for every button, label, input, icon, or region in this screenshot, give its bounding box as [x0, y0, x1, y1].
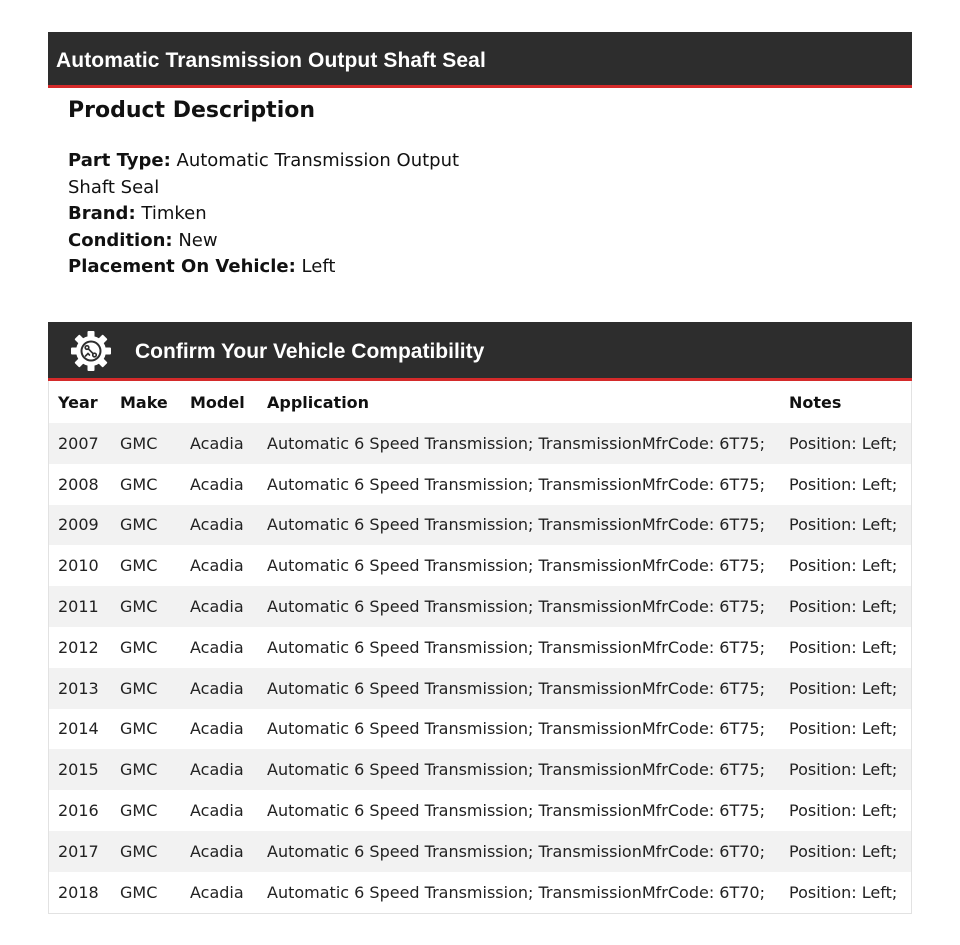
spec-label: Placement On Vehicle:: [68, 256, 296, 277]
cell-make: GMC: [120, 760, 158, 780]
cell-notes: Position: Left;: [789, 474, 898, 494]
cell-notes: Position: Left;: [789, 637, 898, 657]
cell-application: Automatic 6 Speed Transmission; TransmissionMfrCode: 6T75;: [267, 515, 765, 535]
compatibility-table: [49, 381, 911, 913]
product-title-bar: [48, 32, 912, 88]
cell-make: GMC: [120, 556, 158, 576]
cell-model: Acadia: [190, 433, 244, 453]
description-heading: Product Description: [68, 98, 316, 123]
spec-part-type: [68, 148, 488, 201]
cell-notes: Position: Left;: [789, 719, 898, 739]
gear-icon: [69, 329, 113, 373]
spec-value: Timken: [141, 203, 207, 224]
cell-year: 2012: [58, 637, 99, 657]
cell-application: Automatic 6 Speed Transmission; TransmissionMfrCode: 6T75;: [267, 556, 765, 576]
cell-application: Automatic 6 Speed Transmission; TransmissionMfrCode: 6T70;: [267, 841, 765, 861]
spec-value: Left: [301, 256, 336, 277]
cell-model: Acadia: [190, 515, 244, 535]
cell-application: Automatic 6 Speed Transmission; TransmissionMfrCode: 6T75;: [267, 474, 765, 494]
cell-application: Automatic 6 Speed Transmission; TransmissionMfrCode: 6T75;: [267, 597, 765, 617]
table-row: [49, 872, 911, 913]
table-row: [49, 668, 911, 709]
cell-year: 2008: [58, 474, 99, 494]
cell-application: Automatic 6 Speed Transmission; TransmissionMfrCode: 6T70;: [267, 882, 765, 902]
spec-label: Brand:: [68, 203, 136, 224]
column-header-make: Make: [120, 392, 168, 412]
cell-application: Automatic 6 Speed Transmission; TransmissionMfrCode: 6T75;: [267, 760, 765, 780]
compatibility-header-bar: [48, 322, 912, 381]
cell-year: 2015: [58, 760, 99, 780]
cell-make: GMC: [120, 882, 158, 902]
cell-make: GMC: [120, 515, 158, 535]
cell-notes: Position: Left;: [789, 556, 898, 576]
cell-year: 2009: [58, 515, 99, 535]
spec-list: [68, 148, 488, 281]
table-row: [49, 545, 911, 586]
cell-year: 2018: [58, 882, 99, 902]
cell-model: Acadia: [190, 637, 244, 657]
cell-application: Automatic 6 Speed Transmission; TransmissionMfrCode: 6T75;: [267, 719, 765, 739]
product-description: [68, 96, 488, 281]
cell-model: Acadia: [190, 719, 244, 739]
cell-notes: Position: Left;: [789, 841, 898, 861]
cell-notes: Position: Left;: [789, 760, 898, 780]
table-row: [49, 505, 911, 546]
cell-year: 2016: [58, 801, 99, 821]
cell-make: GMC: [120, 719, 158, 739]
cell-model: Acadia: [190, 882, 244, 902]
table-row: [49, 790, 911, 831]
table-row: [49, 627, 911, 668]
table-row: [49, 831, 911, 872]
compatibility-title: Confirm Your Vehicle Compatibility: [135, 339, 485, 363]
cell-model: Acadia: [190, 841, 244, 861]
compatibility-table-container: [48, 381, 912, 914]
product-title: Automatic Transmission Output Shaft Seal: [56, 48, 486, 72]
cell-notes: Position: Left;: [789, 433, 898, 453]
cell-model: Acadia: [190, 597, 244, 617]
cell-make: GMC: [120, 841, 158, 861]
column-header-year: Year: [58, 392, 98, 412]
spec-condition: [68, 228, 488, 255]
column-header-model: Model: [190, 392, 245, 412]
spec-value: Automatic Transmission Output Shaft Seal: [68, 150, 460, 198]
column-header-application: Application: [267, 392, 370, 412]
spec-brand: [68, 201, 488, 228]
cell-make: GMC: [120, 801, 158, 821]
cell-year: 2013: [58, 678, 99, 698]
cell-application: Automatic 6 Speed Transmission; TransmissionMfrCode: 6T75;: [267, 637, 765, 657]
table-row: [49, 709, 911, 750]
cell-year: 2014: [58, 719, 99, 739]
cell-application: Automatic 6 Speed Transmission; TransmissionMfrCode: 6T75;: [267, 678, 765, 698]
spec-placement: [68, 254, 488, 281]
cell-year: 2017: [58, 841, 99, 861]
cell-year: 2011: [58, 597, 99, 617]
cell-model: Acadia: [190, 474, 244, 494]
cell-notes: Position: Left;: [789, 882, 898, 902]
cell-notes: Position: Left;: [789, 515, 898, 535]
spec-value: New: [178, 229, 218, 251]
table-header-row: [49, 381, 911, 423]
cell-make: GMC: [120, 637, 158, 657]
cell-application: Automatic 6 Speed Transmission; TransmissionMfrCode: 6T75;: [267, 801, 765, 821]
cell-year: 2007: [58, 433, 99, 453]
cell-notes: Position: Left;: [789, 597, 898, 617]
spec-label: Condition:: [68, 229, 173, 251]
cell-model: Acadia: [190, 678, 244, 698]
cell-make: GMC: [120, 678, 158, 698]
table-row: [49, 423, 911, 464]
cell-notes: Position: Left;: [789, 801, 898, 821]
cell-make: GMC: [120, 597, 158, 617]
cell-model: Acadia: [190, 760, 244, 780]
table-row: [49, 464, 911, 505]
cell-application: Automatic 6 Speed Transmission; TransmissionMfrCode: 6T75;: [267, 433, 765, 453]
cell-make: GMC: [120, 474, 158, 494]
column-header-notes: Notes: [789, 392, 842, 412]
cell-notes: Position: Left;: [789, 678, 898, 698]
cell-model: Acadia: [190, 556, 244, 576]
spec-label: Part Type:: [68, 150, 171, 171]
cell-year: 2010: [58, 556, 99, 576]
cell-model: Acadia: [190, 801, 244, 821]
table-row: [49, 749, 911, 790]
cell-make: GMC: [120, 433, 158, 453]
table-row: [49, 586, 911, 627]
